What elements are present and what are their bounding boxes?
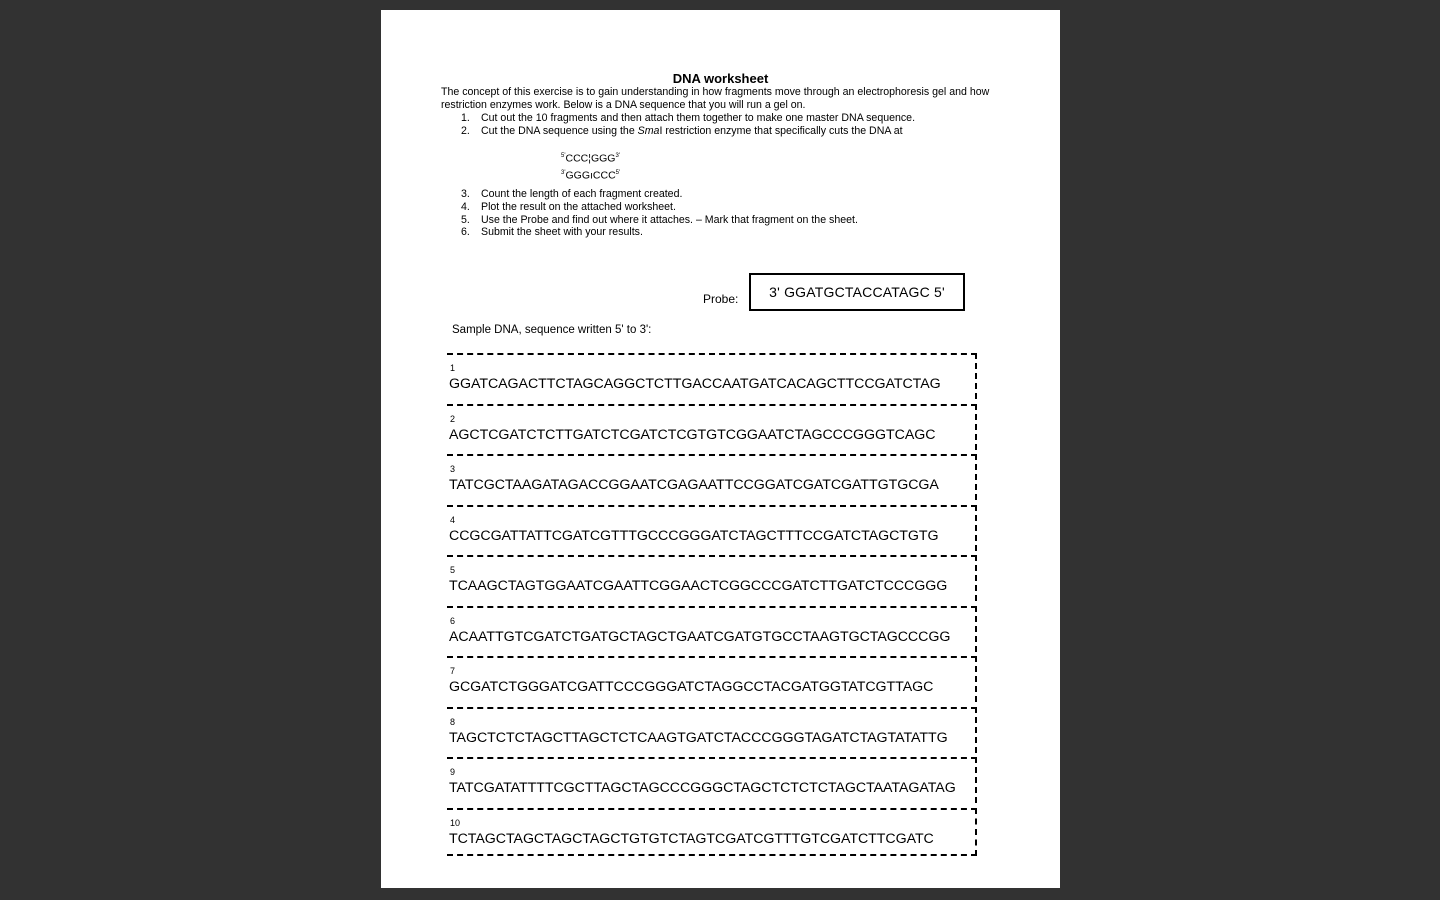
dna-fragment-8: 8 TAGCTCTCTAGCTTAGCTCTCAAGTGATCTACCCGGGTAGATCTAGTATATTG (447, 707, 977, 753)
instruction-step: 1. Cut out the 10 fragments and then attach them together to make one master DNA sequence. (461, 112, 916, 124)
page-title: DNA worksheet (672, 71, 769, 86)
instructions-list-a (441, 112, 915, 138)
worksheet-page (381, 10, 1060, 888)
site-bottom-strand: $^{3'}$GGGıCCC$^{5'}$ (561, 169, 621, 181)
dna-fragment-1: 1 GGATCAGACTTCTAGCAGGCTCTTGACCAATGATCACAGCTTCCGATCTAG (447, 353, 977, 399)
enzyme-name: Sma (637, 124, 660, 137)
dna-fragment-6: 6 ACAATTGTCGATCTGATGCTAGCTGAATCGATGTGCCTAAGTGCTAGCCCGG (447, 606, 977, 652)
probe-label: Probe: (703, 292, 739, 306)
instruction-step: 2. Cut the DNA sequence using the SmaI restriction enzyme that specifically cuts the DNA at (461, 124, 903, 137)
instructions-list-b (441, 188, 858, 239)
instruction-step: 4. Plot the result on the attached worksheet. (461, 200, 676, 213)
dna-fragment-4: 4 CCGCGATTATTCGATCGTTTGCCCGGGATCTAGCTTTCCGATCTAGCTGTG (447, 505, 977, 551)
site-top-strand: $^{5'}CCC¦GGG^{3'}$ (561, 152, 620, 165)
fragment-list (447, 353, 977, 860)
instruction-step: 6. Submit the sheet with your results. (461, 226, 643, 239)
dna-fragment-2: 2 AGCTCGATCTCTTGATCTCGATCTCGTGTCGGAATCTAGCCCGGGTCAGC (447, 404, 977, 450)
sample-dna-label: Sample DNA, sequence written 5' to 3': (452, 324, 652, 336)
intro-paragraph: The concept of this exercise is to gain understanding in how fragments move through an electrophoresis gel and how restriction enzymes work. Below is a DNA sequence that you will run a gel on. (441, 86, 990, 111)
dna-fragment-9: 9 TATCGATATTTTCGCTTAGCTAGCCCGGGCTAGCTCTCTCTAGCTAATAGATAG (447, 757, 977, 803)
dna-fragment-3: 3 TATCGCTAAGATAGACCGGAATCGAGAATTCCGGATCGATCGATTGTGCGA (447, 454, 977, 500)
dna-fragment-5: 5 TCAAGCTAGTGGAATCGAATTCGGAACTCGGCCCGATCTTGATCTCCCGGG (447, 555, 977, 601)
probe-sequence-box: 3' GGATGCTACCATAGC 5' (749, 273, 965, 311)
dna-fragment-10: 10 TCTAGCTAGCTAGCTAGCTGTGTCTAGTCGATCGTTTGTCGATCTTCGATC (447, 808, 977, 856)
instruction-step: 5. Use the Probe and find out where it attaches. – Mark that fragment on the sheet. (461, 213, 858, 226)
dna-fragment-7: 7 GCGATCTGGGATCGATTCCCGGGATCTAGGCCTACGATGGTATCGTTAGC (447, 656, 977, 702)
restriction-site (561, 149, 620, 182)
instruction-step: 3. Count the length of each fragment created. (461, 188, 683, 200)
